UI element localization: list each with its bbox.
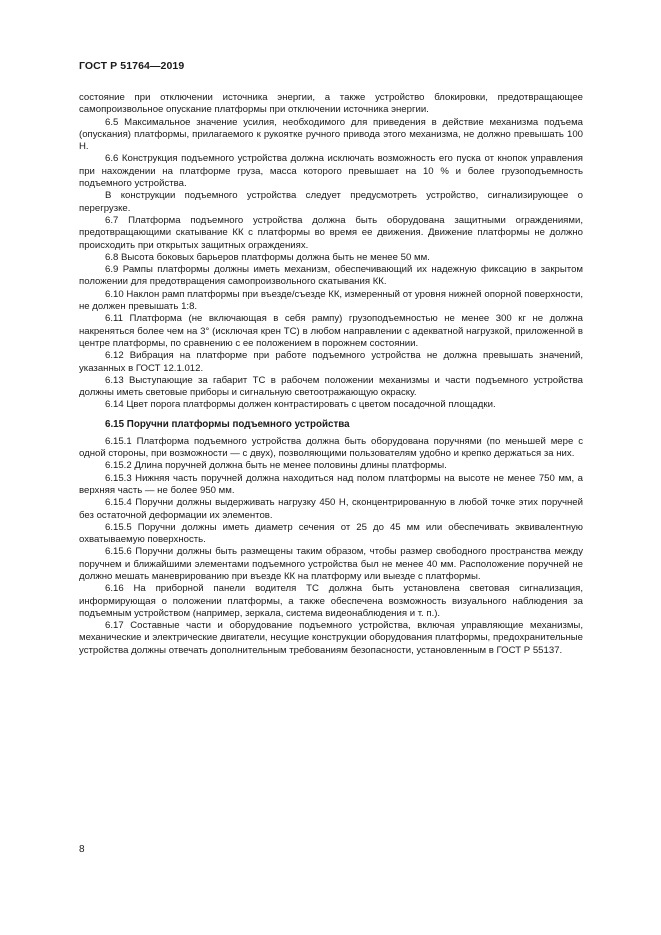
paragraph: 6.13 Выступающие за габарит ТС в рабочем положении механизмы и части подъемного устройства должны иметь световые приборы и сигнальную светоотражающую окраску.	[79, 374, 583, 399]
paragraphs-before-heading	[79, 92, 583, 412]
page-number: 8	[79, 844, 85, 855]
paragraph: 6.8 Высота боковых барьеров платформы должна быть не менее 50 мм.	[105, 251, 430, 263]
paragraph: В конструкции подъемного устройства следует предусмотреть устройство, сигнализирующее о перегрузке.	[79, 190, 583, 214]
paragraph: 6.15.3 Нижняя часть поручней должна находиться над полом платформы на высоте не менее 750 мм, а верхняя часть — не более 950 мм.	[79, 472, 583, 496]
paragraph: 6.17 Составные части и оборудование подъемного устройства, включая управляющие механизмы, механические и электрические двигатели, несущие конструкции оборудования платформы, предохранительные устройства должны отвечать дополнительным требованиям безопасности, установленным в ГОСТ Р 55137.	[79, 620, 583, 656]
paragraph: 6.15.6 Поручни должны быть размещены таким образом, чтобы размер свободного пространства между поручнем и ближайшими элементами подъемного устройства был не менее 40 мм. Расположение поручней не должно мешать маневрированию при въезде КК на платформу или выезде с платформы.	[79, 546, 583, 582]
paragraph: 6.14 Цвет порога платформы должен контрастировать с цветом посадочной площадки.	[105, 399, 496, 411]
paragraph: 6.12 Вибрация на платформе при работе подъемного устройства не должна превышать значений, указанных в ГОСТ 12.1.012.	[79, 350, 583, 374]
paragraph: 6.15.1 Платформа подъемного устройства должна быть оборудована поручнями (по меньшей мере с одной стороны, при возможности — с двух), позволяющими пользователям удобно и крепко держаться за них.	[79, 435, 583, 460]
paragraph: 6.6 Конструкция подъемного устройства должна исключать возможность его пуска от кнопок управления при нахождении на платформе груза, масса которого превышает на 10 % и более грузоподъемность подъемного устройства.	[79, 153, 583, 190]
paragraph: 6.16 На приборной панели водителя ТС должна быть установлена световая сигнализация, информирующая о положении платформы, а также обеспечена возможность визуального наблюдения за подъемным устройством (например, зеркала, система видеонаблюдения и т. п.).	[79, 583, 583, 619]
section-heading: 6.15 Поручни платформы подъемного устройства	[105, 418, 350, 430]
document-header: ГОСТ Р 51764—2019	[79, 60, 185, 72]
paragraph: 6.7 Платформа подъемного устройства должна быть оборудована защитными ограждениями, предотвращающими скатывание КК с платформы во время ее движения. Движение платформы не должно происходить при открытых защитных ограждениях.	[79, 214, 583, 251]
paragraph: 6.10 Наклон рамп платформы при въезде/съезде КК, измеренный от уровня нижней опорной поверхности, не должен превышать 1:8.	[79, 288, 583, 313]
paragraph: 6.5 Максимальное значение усилия, необходимого для приведения в действие механизма подъема (опускания) платформы, прилагаемого к рукоятке ручного привода этого механизма, не должно превышать 100 Н.	[79, 116, 583, 153]
document-body	[79, 92, 583, 657]
paragraph: 6.15.4 Поручни должны выдерживать нагрузку 450 Н, сконцентрированную в любой точке этих поручней без остаточной деформации их элементов.	[79, 497, 583, 521]
paragraph: 6.15.5 Поручни должны иметь диаметр сечения от 25 до 45 мм или обеспечивать эквивалентную охватываемую поверхность.	[79, 521, 583, 546]
paragraph: состояние при отключении источника энергии, а также устройство блокировки, предотвращающее самопроизвольное опускание платформы при отключении источника энергии.	[79, 92, 583, 116]
paragraph: 6.11 Платформа (не включающая в себя рампу) грузоподъемностью не менее 300 кг не должна накреняться более чем на 3° (исключая крен ТС) в любом направлении с адекватной нагрузкой, приложенной в центре платформы, по сравнению с ее положением в порожнем состоянии.	[79, 313, 583, 349]
paragraph: 6.15.2 Длина поручней должна быть не менее половины длины платформы.	[105, 460, 447, 472]
paragraphs-after-heading	[79, 436, 583, 657]
paragraph: 6.9 Рампы платформы должны иметь механизм, обеспечивающий их надежную фиксацию в закрытом положении для предотвращения самопроизвольного скатывания КК.	[79, 264, 583, 288]
